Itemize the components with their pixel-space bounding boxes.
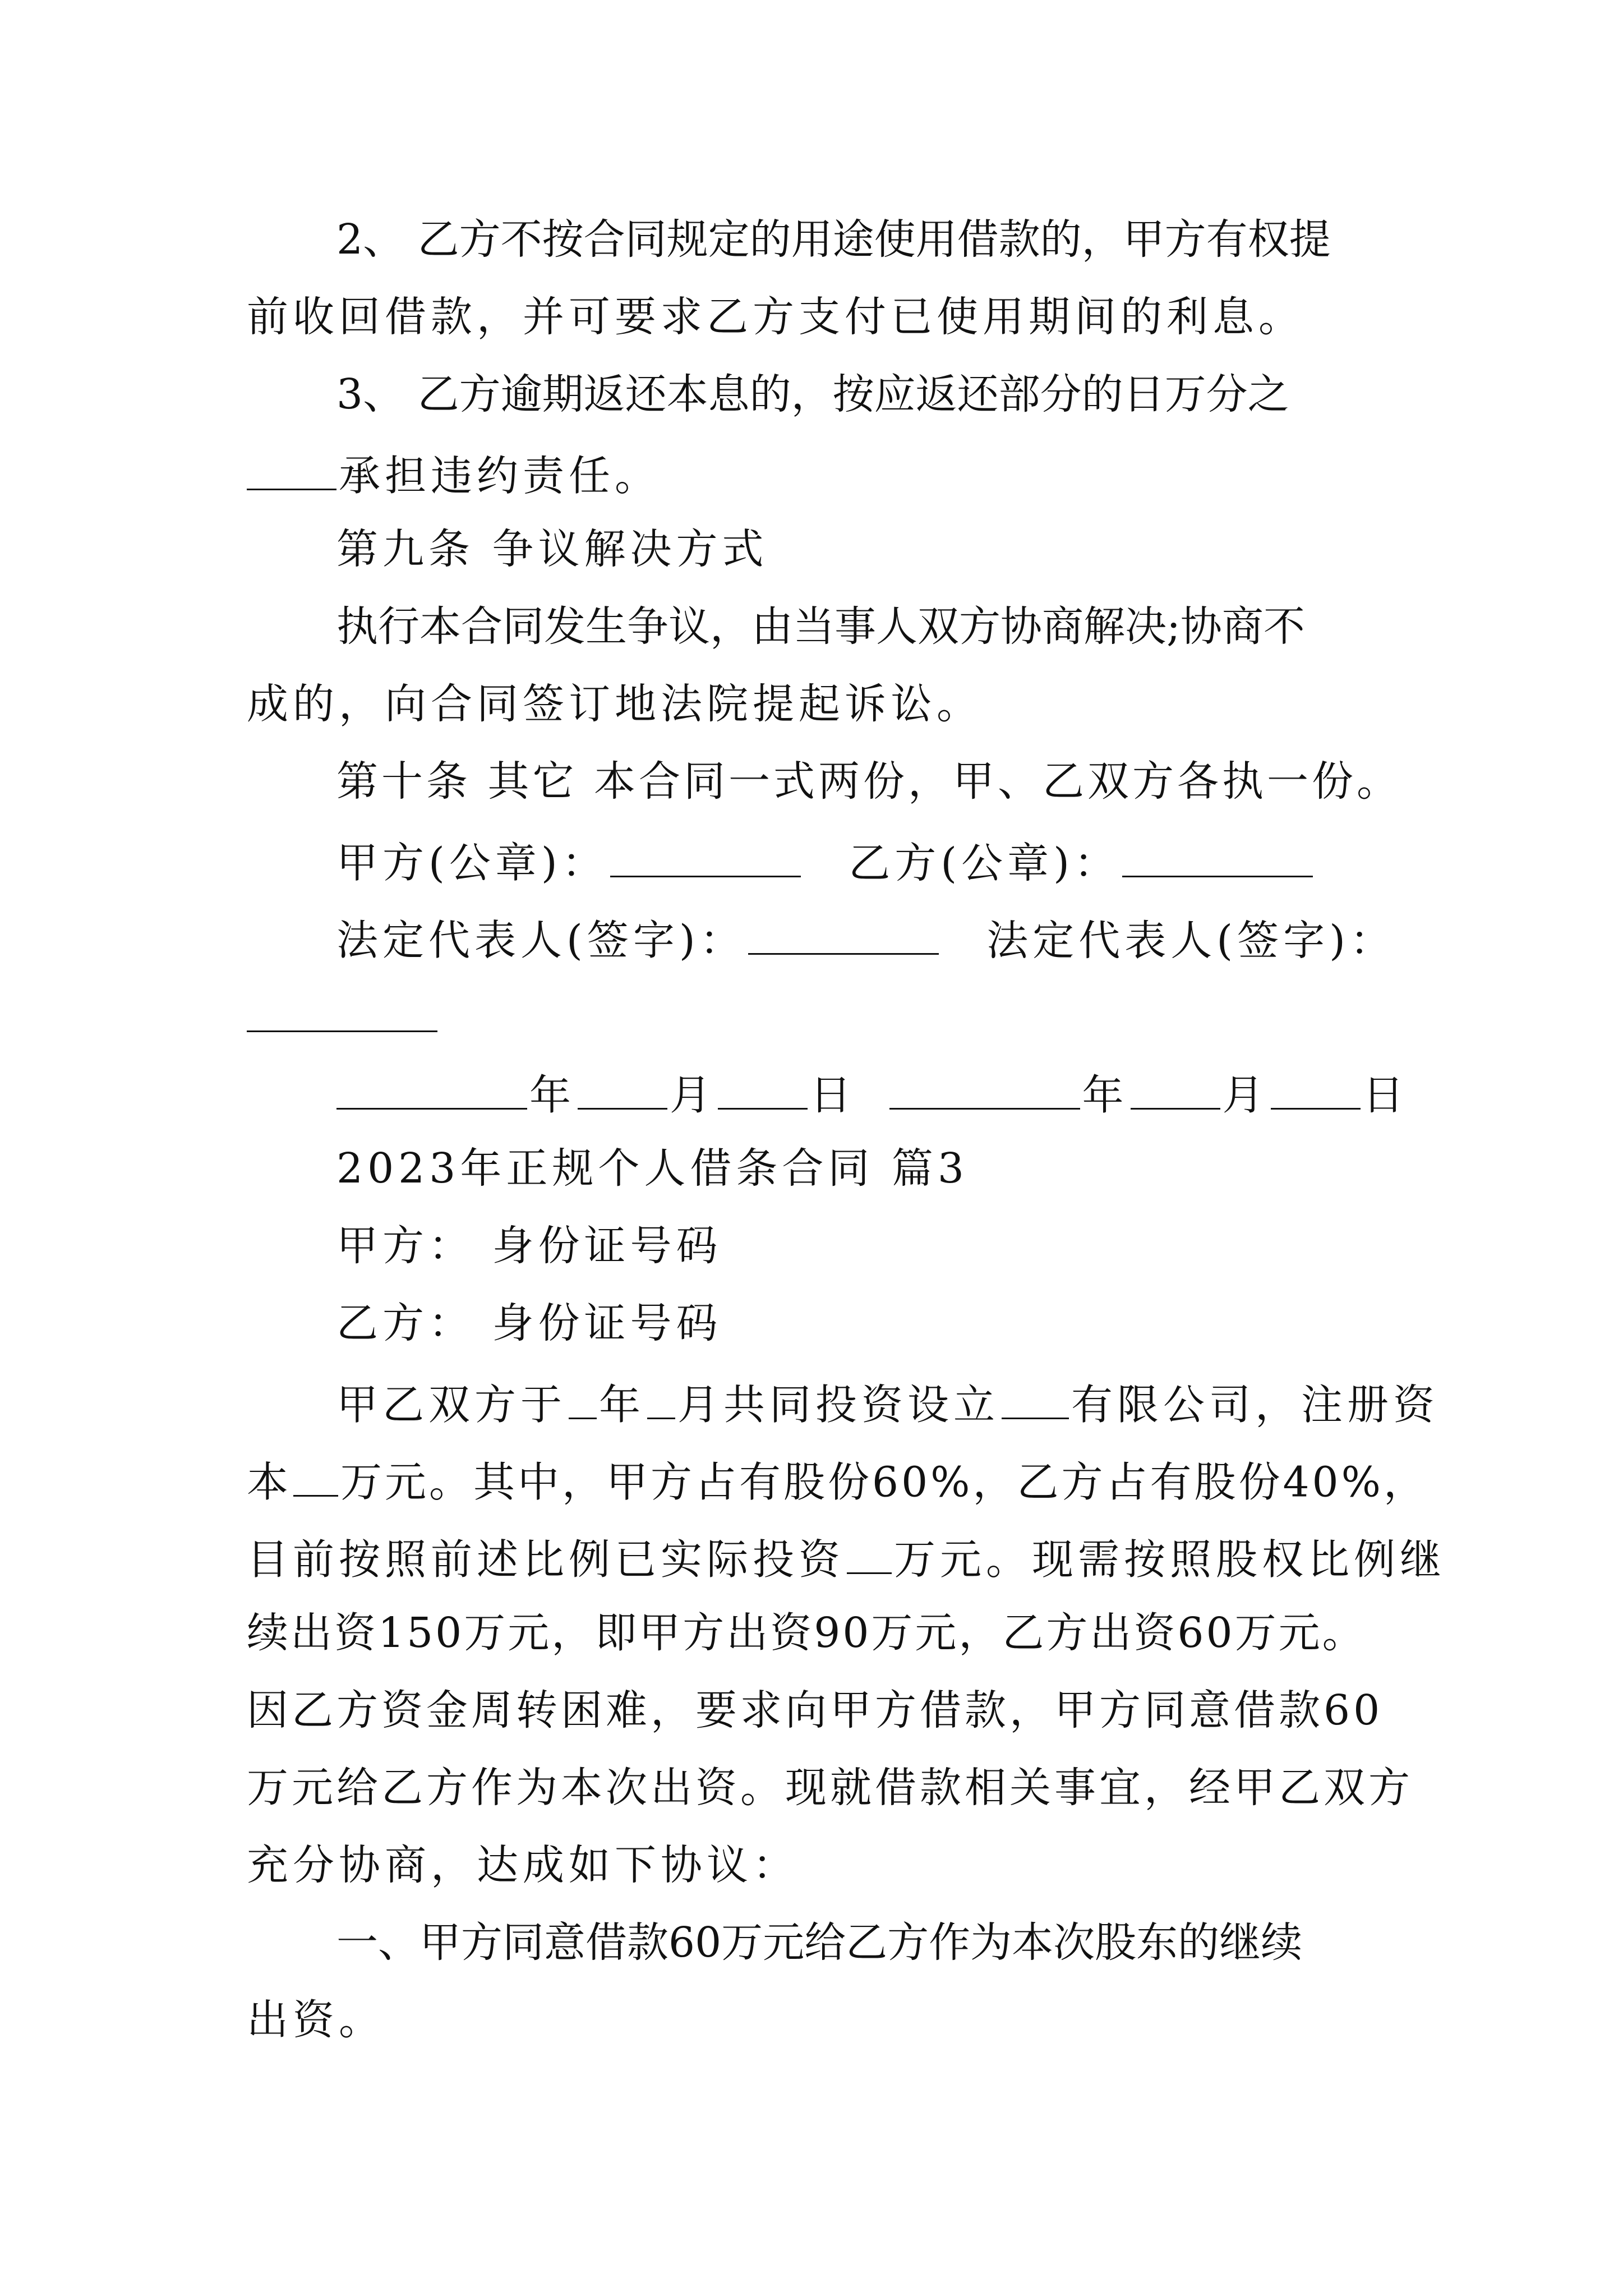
text-run: 一、甲方同意借款60万元给乙方作为本次股东的继续 (336, 1918, 1303, 1967)
text-run: 第十条 其它 本合同一式两份，甲、乙双方各执一份。 (336, 757, 1402, 806)
paragraph-line (336, 370, 1380, 418)
fill-blank (336, 1070, 527, 1110)
text-run: 年 (1082, 1071, 1128, 1120)
text-run: 2023年正规个人借条合同 篇3 (336, 1144, 969, 1193)
section-heading (336, 757, 1402, 806)
paragraph-line (247, 1609, 1366, 1657)
text-run: 本 (247, 1458, 291, 1507)
text-run: 甲方(公章)： (336, 839, 608, 887)
text-run: 执行本合同发生争议，由当事人双方协商解决;协商不 (336, 602, 1305, 651)
fill-blank (578, 1070, 667, 1110)
fill-blank (1122, 838, 1313, 877)
paragraph-line (247, 1686, 1384, 1734)
paragraph-line (336, 1380, 1439, 1429)
text-run: 第九条 争议解决方式 (336, 525, 768, 573)
party-line (336, 1222, 722, 1270)
text-run: 万元给乙方作为本次出资。现就借款相关事宜，经甲乙双方 (247, 1764, 1413, 1812)
paragraph-line (247, 1841, 799, 1889)
text-run: 月 (1222, 1071, 1269, 1120)
fill-blank (718, 1070, 808, 1110)
text-run: 月共同投资设立 (677, 1381, 999, 1429)
signature-line (336, 915, 1396, 965)
text-run: 乙方： 身份证号码 (336, 1299, 722, 1347)
text-run: 乙方(公章)： (849, 839, 1121, 887)
text-run: 因乙方资金周转困难，要求向甲方借款，甲方同意借款60 (247, 1686, 1384, 1734)
fill-blank (247, 993, 437, 1032)
text-run: 2、 乙方不按合同规定的用途使用借款的，甲方有权提 (336, 215, 1331, 264)
fill-blank (647, 1380, 675, 1419)
fill-blank (247, 451, 336, 490)
text-run: 万元。现需按照股权比例继 (894, 1535, 1446, 1584)
text-run: 甲方： 身份证号码 (336, 1222, 722, 1270)
paragraph-line (247, 293, 1304, 341)
paragraph-line (336, 602, 1380, 651)
fill-blank (1131, 1070, 1220, 1110)
section-title (336, 1144, 969, 1193)
fill-blank (610, 838, 801, 877)
paragraph-line (247, 1457, 1428, 1507)
text-run: 成的，向合同签订地法院提起诉讼。 (247, 680, 983, 728)
text-run: 目前按照前述比例已实际投资 (247, 1535, 845, 1584)
text-run: 3、 乙方逾期返还本息的，按应返还部分的日万分之 (336, 370, 1289, 418)
paragraph-line (247, 1764, 1413, 1812)
paragraph-line (247, 451, 661, 500)
text-run: 万元。其中，甲方占有股份60%，乙方占有股份40%， (340, 1458, 1428, 1507)
fill-blank (889, 1070, 1080, 1110)
text-run: 充分协商，达成如下协议： (247, 1841, 799, 1889)
fill-blank (569, 1380, 597, 1419)
paragraph-line (247, 680, 983, 728)
text-run: 甲乙双方于 (336, 1381, 566, 1429)
section-heading (336, 525, 768, 573)
paragraph-line (247, 1535, 1446, 1584)
fill-blank (1271, 1070, 1361, 1110)
party-line (336, 1299, 722, 1347)
fill-blank (748, 915, 939, 955)
text-run: 日 (1362, 1071, 1409, 1120)
signature-line (336, 838, 1315, 887)
paragraph-line (247, 1996, 385, 2044)
paragraph-line (336, 1918, 1380, 1967)
text-run: 前收回借款，并可要求乙方支付已使用期间的利息。 (247, 293, 1304, 341)
text-run: 有限公司，注册资 (1071, 1381, 1439, 1429)
text-run: 年 (599, 1381, 645, 1429)
date-line (336, 1070, 1409, 1120)
fill-blank (847, 1535, 892, 1574)
signature-line (247, 993, 440, 1039)
text-run: 法定代表人(签字)： (336, 916, 746, 965)
text-run: 出资。 (247, 1996, 385, 2044)
text-run: 日 (810, 1071, 856, 1120)
text-run: 法定代表人(签字)： (986, 916, 1396, 965)
paragraph-line (336, 215, 1380, 264)
fill-blank (1002, 1380, 1069, 1419)
text-run: 承担违约责任。 (339, 452, 661, 500)
text-run: 年 (529, 1071, 575, 1120)
fill-blank (293, 1457, 338, 1497)
text-run: 月 (670, 1071, 716, 1120)
text-run: 续出资150万元，即甲方出资90万元，乙方出资60万元。 (247, 1609, 1366, 1657)
